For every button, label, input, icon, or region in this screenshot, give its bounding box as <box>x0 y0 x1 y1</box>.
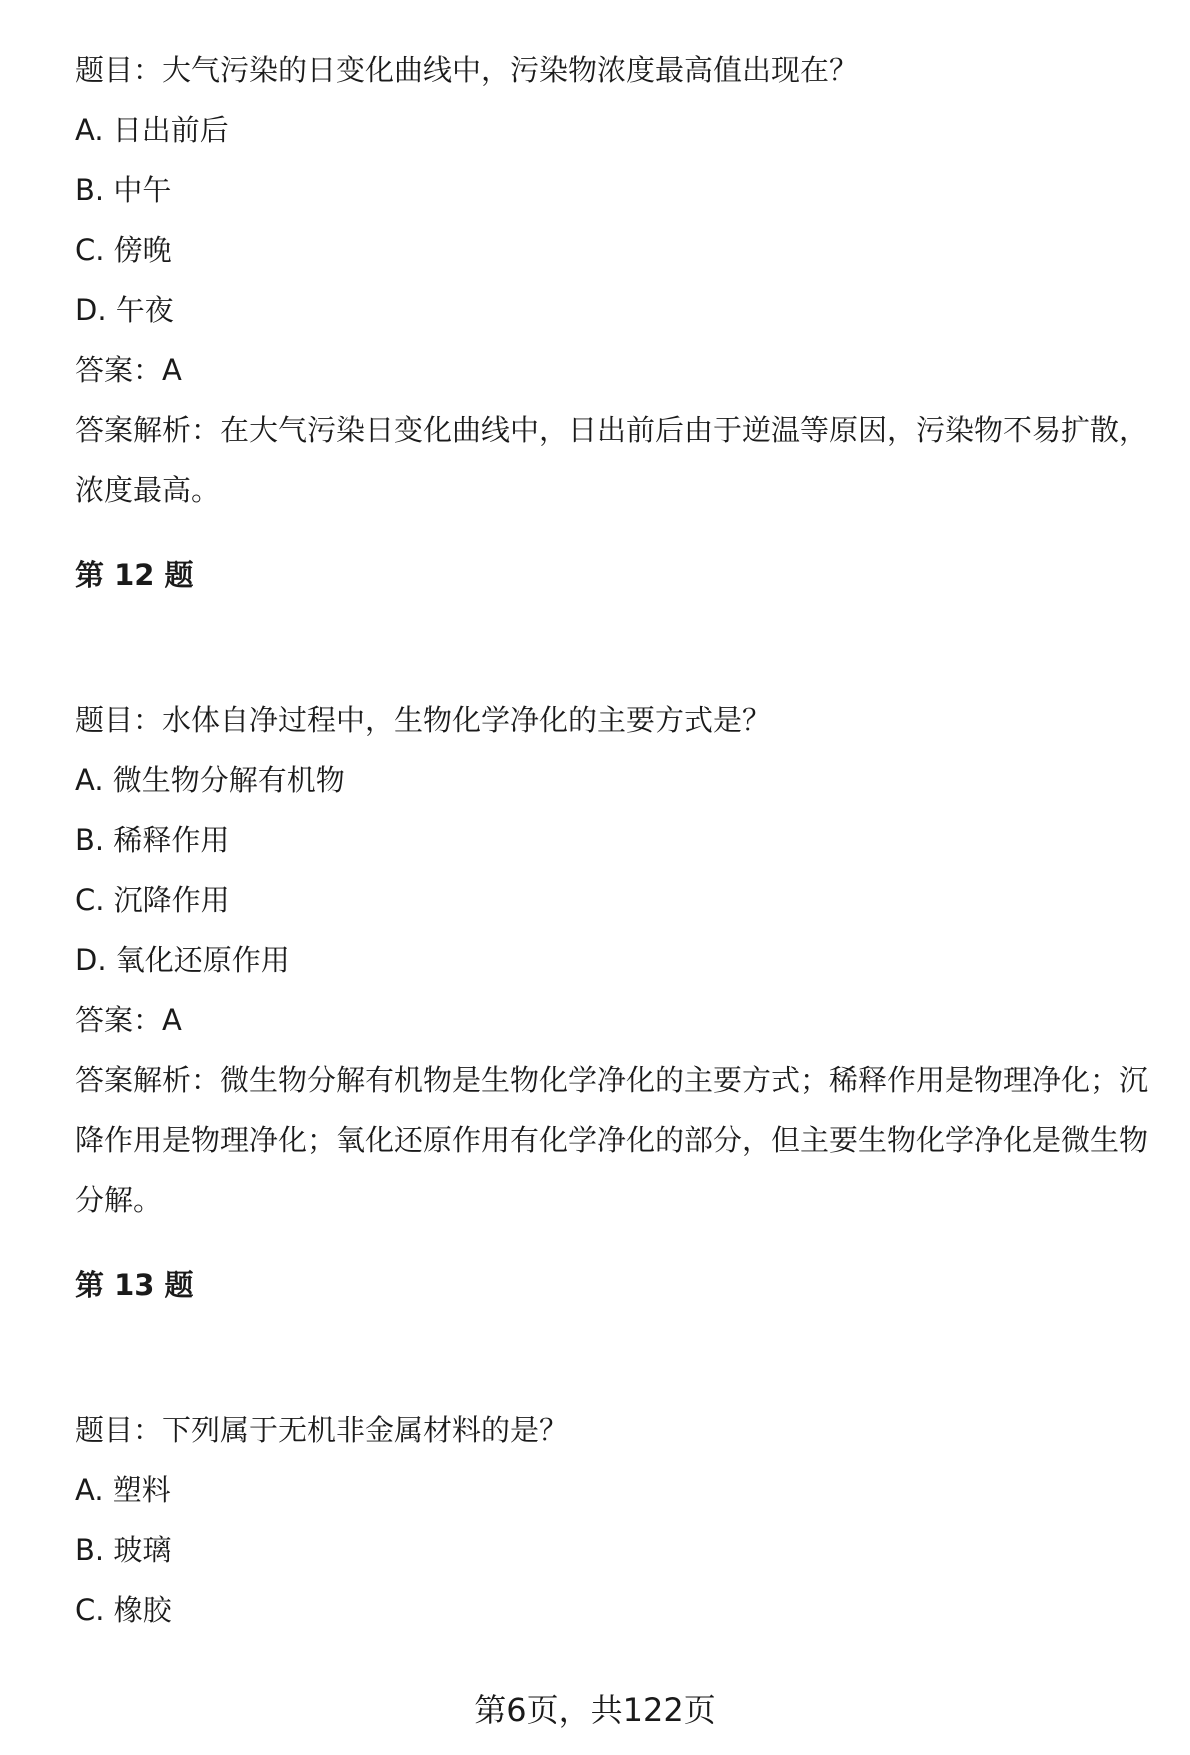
option-c: C. 沉降作用 <box>75 883 230 917</box>
question-text: 题目：下列属于无机非金属材料的是？ <box>75 1413 569 1447</box>
option-c: C. 橡胶 <box>75 1593 172 1627</box>
question-text: 题目：水体自净过程中，生物化学净化的主要方式是？ <box>75 703 772 737</box>
option-c: C. 傍晚 <box>75 233 172 267</box>
page-footer: 第6页，共122页 <box>474 1691 716 1729</box>
answer-text: 答案：A <box>75 353 182 387</box>
question-13-heading: 第 13 题 <box>75 1268 194 1302</box>
option-b: B. 玻璃 <box>75 1533 172 1567</box>
question-text: 题目：大气污染的日变化曲线中，污染物浓度最高值出现在？ <box>75 53 859 87</box>
question-11-block <box>75 40 1165 520</box>
document-page <box>75 0 1165 1640</box>
option-d: D. 氧化还原作用 <box>75 943 290 977</box>
option-d: D. 午夜 <box>75 293 174 327</box>
option-a: A. 日出前后 <box>75 113 229 147</box>
question-13-block <box>75 1400 1165 1640</box>
option-b: B. 稀释作用 <box>75 823 230 857</box>
question-12-heading: 第 12 题 <box>75 558 194 592</box>
question-12-block <box>75 690 1165 1230</box>
option-b: B. 中午 <box>75 173 172 207</box>
answer-text: 答案：A <box>75 1003 182 1037</box>
option-a: A. 微生物分解有机物 <box>75 763 345 797</box>
analysis-text: 答案解析：在大气污染日变化曲线中，日出前后由于逆温等原因，污染物不易扩散，浓度最高。 <box>75 413 1149 507</box>
option-a: A. 塑料 <box>75 1473 171 1507</box>
analysis-text: 答案解析：微生物分解有机物是生物化学净化的主要方式；稀释作用是物理净化；沉降作用是物理净化；氧化还原作用有化学净化的部分，但主要生物化学净化是微生物分解。 <box>75 1063 1149 1217</box>
